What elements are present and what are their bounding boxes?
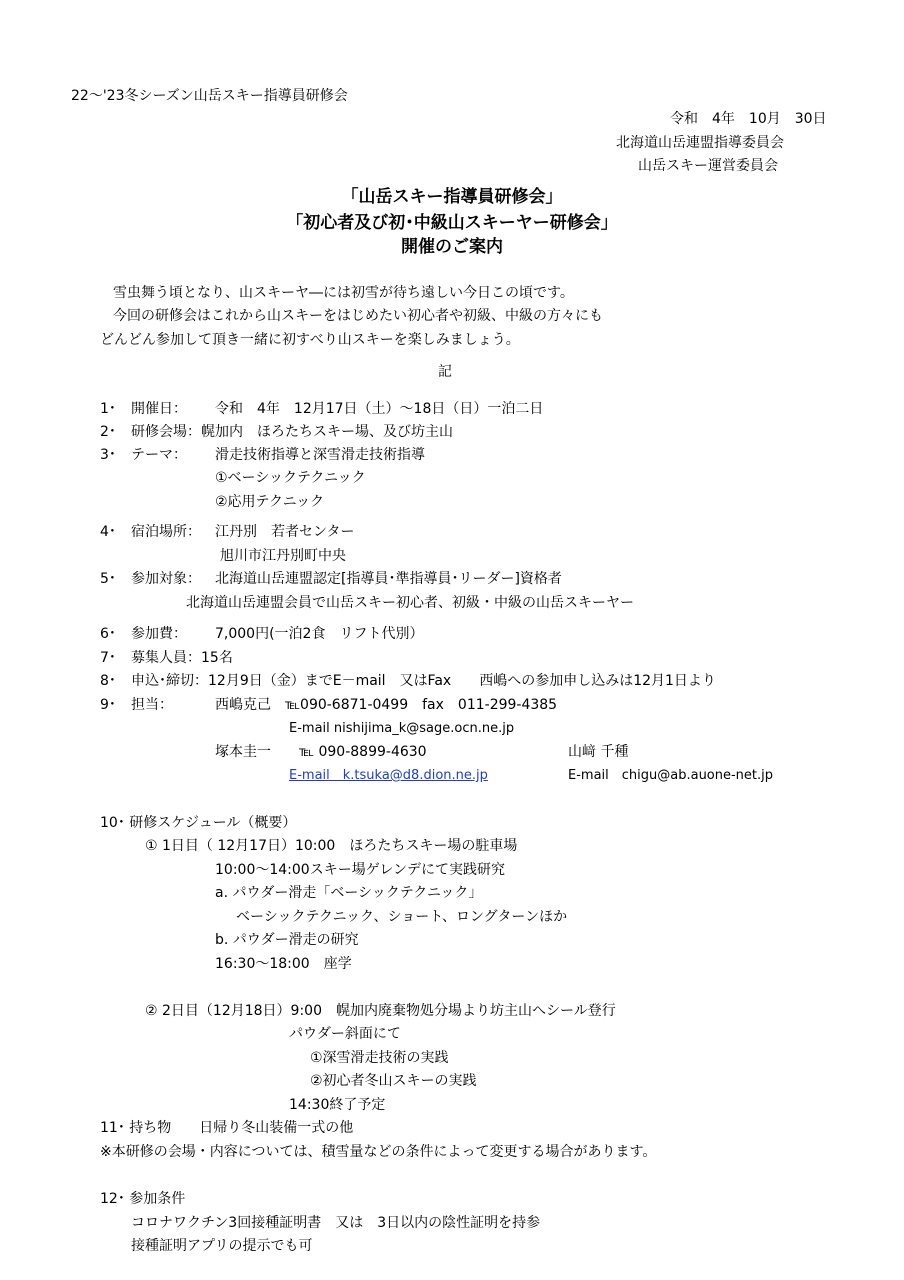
conditions-heading: 12･ 参加条件	[100, 1191, 186, 1207]
item-1-value: 令和 4年 12月17日（土）～18日（日）一泊二日	[215, 401, 544, 417]
item-9-label: 担当：	[131, 697, 173, 713]
item-6-label: 参加費：	[131, 626, 187, 642]
item-8-text: 申込･締切：12月9日（金）までE－mail 又はFax 西嶋への参加申し込みは12月1日より	[131, 673, 716, 689]
item-5-number: 5･	[100, 571, 116, 587]
item-3-value: 滑走技術指導と深雪滑走技術指導	[215, 447, 425, 463]
contact-1-email: E-mail nishijima_k@sage.ocn.ne.jp	[289, 721, 515, 736]
ki-heading: 記	[438, 364, 452, 380]
item-4-label: 宿泊場所：	[131, 524, 201, 540]
item-3-sub-2: ②応用テクニック	[215, 494, 325, 510]
item-1-label: 開催日：	[131, 401, 187, 417]
contact-2-name-tel: 塚本圭一 ℡ 090-8899-4630	[215, 744, 427, 760]
item-5-value: 北海道山岳連盟認定[指導員･準指導員･リーダー]資格者	[215, 571, 562, 587]
change-notice: ※本研修の会場・内容については、積雪量などの条件によって変更する場合があります。	[100, 1144, 657, 1160]
item-5-label: 参加対象：	[131, 571, 201, 587]
item-9-number: 9･	[100, 697, 116, 713]
item-3-number: 3･	[100, 447, 116, 463]
contact-2-email-link[interactable]: E-mail k.tsuka@d8.dion.ne.jp	[289, 768, 488, 783]
day-1-line-4: b. パウダー滑走の研究	[215, 932, 359, 948]
day-1-line-1: 10:00～14:00スキー場ゲレンデにて実践研究	[215, 862, 506, 878]
day-2-line-3: ②初心者冬山スキーの実践	[310, 1073, 477, 1089]
item-3-label: テーマ：	[131, 447, 187, 463]
day-1-line-5: 16:30～18:00 座学	[215, 956, 352, 972]
intro-line-3: どんどん参加して頂き一緒に初すべり山スキーを楽しみましょう。	[100, 332, 520, 348]
conditions-line-2: 接種証明アプリの提示でも可	[131, 1238, 313, 1254]
issue-date: 令和 4年 10月 30日	[670, 111, 827, 127]
title-line-3: 開催のご案内	[401, 237, 503, 257]
day-1-line-2: a. パウダー滑走「ベーシックテクニック」	[215, 885, 483, 901]
day-2-heading: ② 2日目（12月18日）9:00 幌加内廃棄物処分場より坊主山へシール登行	[145, 1003, 616, 1019]
conditions-line-1: コロナワクチン3回接種証明書 又は 3日以内の陰性証明を持参	[131, 1215, 541, 1231]
day-2-line-4: 14:30終了予定	[289, 1097, 386, 1113]
item-6-value: 7,000円(一泊2食 リフト代別）	[215, 626, 424, 642]
item-4-number: 4･	[100, 524, 116, 540]
item-4-value: 江丹別 若者センター	[215, 524, 355, 540]
contact-1-name-tel: 西嶋克己 ℡090-6871-0499 fax 011-299-4385	[215, 697, 558, 713]
issuer-committee-2: 山岳スキー運営委員会	[638, 158, 778, 174]
item-2-number: 2･	[100, 424, 116, 440]
intro-line-2: 今回の研修会はこれから山スキーをはじめたい初心者や初級、中級の方々にも	[113, 308, 603, 324]
item-6-number: 6･	[100, 626, 116, 642]
issuer-committee-1: 北海道山岳連盟指導委員会	[616, 135, 784, 151]
item-8-number: 8･	[100, 673, 116, 689]
day-1-line-3: ベーシックテクニック、ショート、ロングターンほか	[236, 909, 568, 925]
title-line-2: 「初心者及び初･中級山スキーヤー研修会」	[286, 213, 618, 233]
contact-3-name: 山﨑 千種	[568, 744, 629, 760]
item-4-address: 旭川市江丹別町中央	[220, 548, 346, 564]
item-1-number: 1･	[100, 401, 116, 417]
item-2-text: 研修会場：幌加内 ほろたちスキー場、及び坊主山	[131, 424, 453, 440]
item-7-text: 募集人員：15名	[131, 650, 233, 666]
title-line-1: 「山岳スキー指導員研修会」	[341, 187, 563, 207]
contact-3-email: E-mail chigu@ab.auone-net.jp	[568, 768, 774, 783]
intro-line-1: 雪虫舞う頃となり、山スキーヤ―には初雪が待ち遠しい今日この頃です。	[113, 285, 574, 301]
season-title: 22～'23冬シーズン山岳スキー指導員研修会	[71, 88, 348, 104]
day-1-heading: ① 1日目（ 12月17日）10:00 ほろたちスキー場の駐車場	[145, 838, 518, 854]
belongings: 11･ 持ち物 日帰り冬山装備一式の他	[100, 1120, 354, 1136]
item-7-number: 7･	[100, 650, 116, 666]
day-2-line-2: ①深雪滑走技術の実践	[310, 1050, 449, 1066]
day-2-line-1: パウダー斜面にて	[289, 1026, 401, 1042]
item-3-sub-1: ①ベーシックテクニック	[215, 470, 366, 486]
item-5-line-2: 北海道山岳連盟会員で山岳スキー初心者、初級・中級の山岳スキーヤー	[186, 595, 634, 611]
schedule-heading: 10･ 研修スケジュール（概要）	[100, 815, 297, 831]
